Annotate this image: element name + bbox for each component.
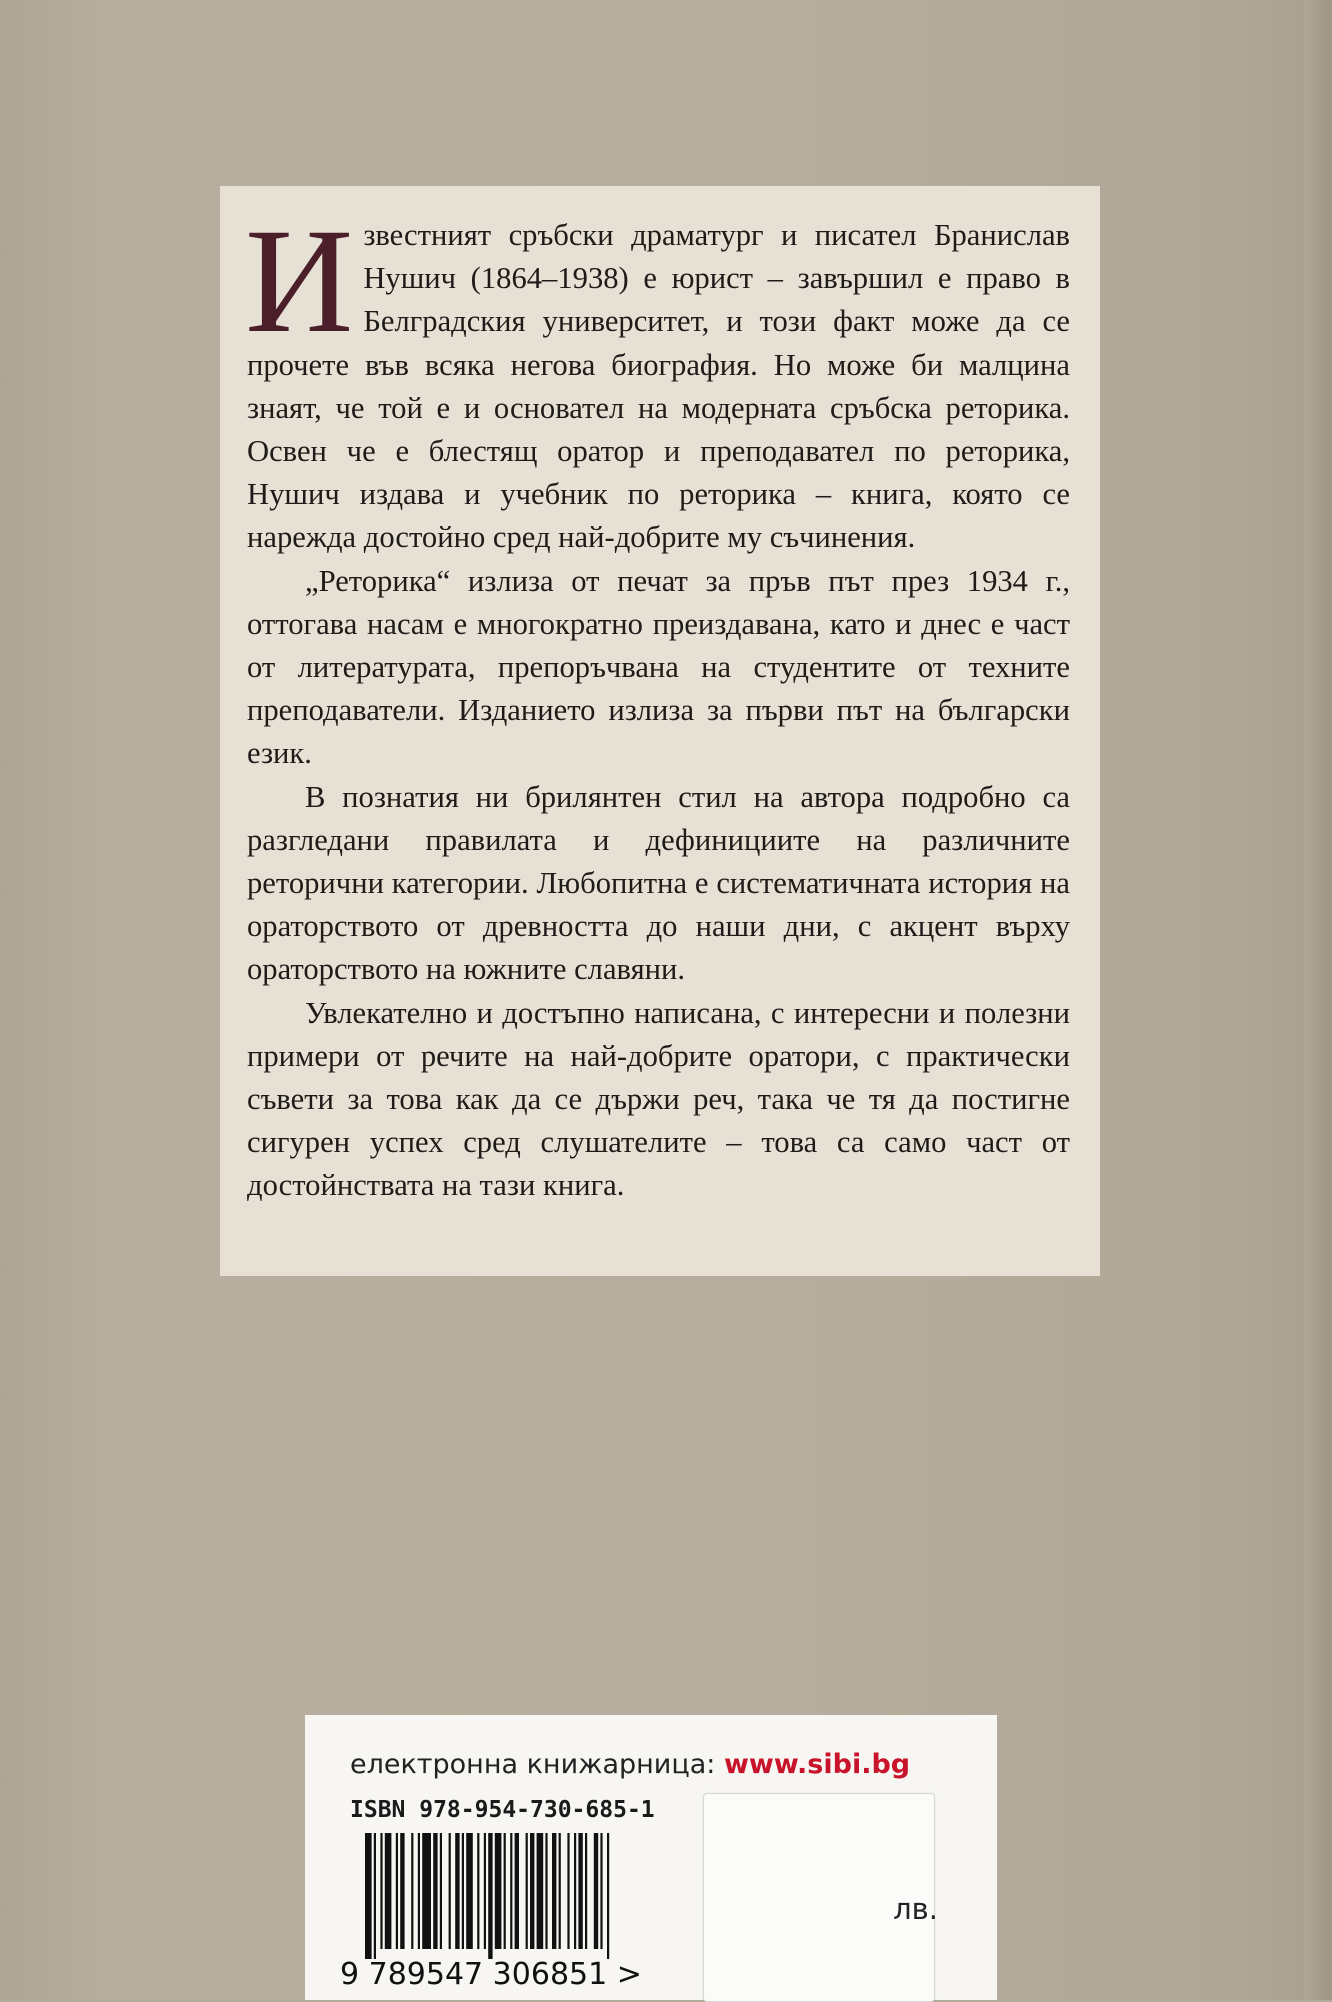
barcode-digits: 9 789547 306851 > (340, 1957, 642, 1992)
bookstore-line (350, 1749, 910, 1780)
blurb-paragraph-1: звестният сръбски драматург и писател Бранислав Нушич (1864–1938) е юрист – завършил е право в Белградския университет, и този факт може да се прочете във всяка негова биография. Но може би малцина знаят, че той е и основател на модерната сръбска реторика. Освен че е блестящ оратор и преподавател по реторика, Нушич издава и учебник по реторика – книга, която се нарежда достойно сред най-добрите му съчинения. (247, 218, 1070, 555)
barcode-icon (365, 1833, 685, 1959)
blurb-paragraph-2: „Реторика“ излиза от печат за пръв път през 1934 г., оттогава насам е многократно преиздавана, като и днес е част от литературата, препоръчвана на студентите от техните преподаватели. Изданието излиза за първи път на български език. (247, 563, 1070, 771)
blurb-paragraph-4: Увлекателно и достъпно написана, с интересни и полезни примери от речите на най-добрите оратори, с практически съвети за това как да се държи реч, така че тя да постигне сигурен успех сред слушателите – това са само част от достойнствата на тази книга. (247, 995, 1070, 1203)
price-currency: лв. (893, 1892, 938, 1926)
blurb-panel (220, 186, 1100, 1276)
bookstore-text: електронна книжарница: (350, 1749, 716, 1780)
cover-edge-shadow (1304, 0, 1332, 2000)
drop-cap-letter: И (245, 198, 354, 364)
bookstore-url: www.sibi.bg (723, 1749, 911, 1780)
price-sticker (703, 1793, 938, 2002)
barcode-label (305, 1715, 997, 2000)
blurb-paragraph-3: В познатия ни брилянтен стил на автора подробно са разгледани правилата и дефинициите на различните реторични категории. Любопитна е систематичната история на ораторството от древността до наши дни, с акцент върху ораторството на южните славяни. (247, 779, 1070, 987)
isbn-text: ISBN 978-954-730-685-1 (350, 1797, 655, 1823)
